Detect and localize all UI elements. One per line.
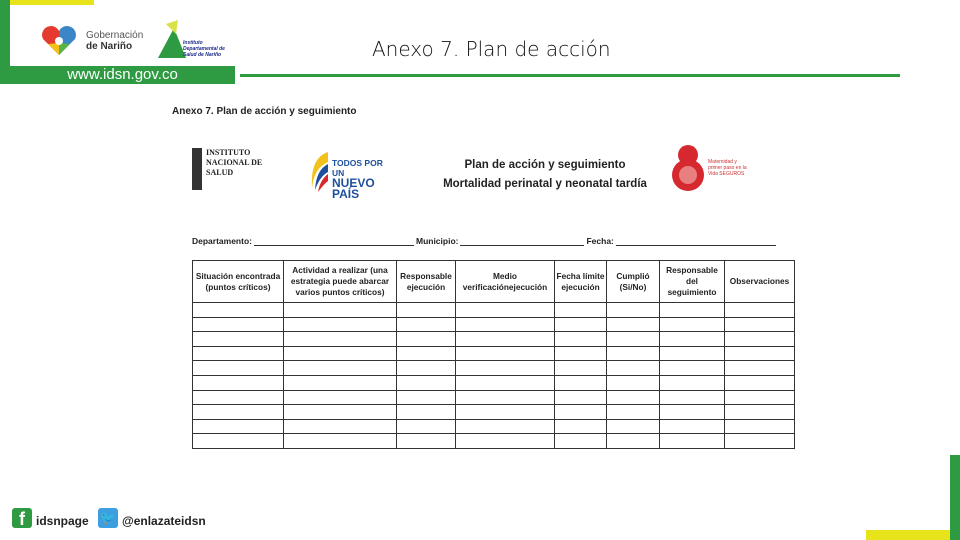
- table-cell[interactable]: [397, 405, 456, 420]
- table-cell[interactable]: [456, 390, 555, 405]
- table-cell[interactable]: [725, 405, 795, 420]
- ins-logo: [192, 148, 262, 190]
- table-cell[interactable]: [725, 434, 795, 449]
- municipio-input[interactable]: [460, 235, 584, 246]
- column-header: Actividad a realizar (una estrategia puede abarcar varios puntos críticos): [284, 261, 397, 303]
- table-row: [193, 303, 795, 318]
- maternidad-text: Maternidad y primer paso en la Vida SEGUROS: [708, 159, 747, 177]
- table-cell[interactable]: [555, 332, 607, 347]
- table-cell[interactable]: [725, 390, 795, 405]
- ins-line: INSTITUTO: [206, 148, 251, 157]
- table-cell[interactable]: [660, 317, 725, 332]
- table-row: [193, 332, 795, 347]
- table-cell[interactable]: [607, 434, 660, 449]
- departamento-label: Departamento:: [192, 236, 252, 246]
- table-cell[interactable]: [456, 346, 555, 361]
- table-cell[interactable]: [284, 405, 397, 420]
- table-cell[interactable]: [555, 434, 607, 449]
- table-cell[interactable]: [456, 419, 555, 434]
- table-cell[interactable]: [607, 419, 660, 434]
- table-cell[interactable]: [193, 375, 284, 390]
- column-header: Responsable ejecución: [397, 261, 456, 303]
- table-cell[interactable]: [555, 303, 607, 318]
- table-cell[interactable]: [397, 317, 456, 332]
- table-cell[interactable]: [456, 303, 555, 318]
- table-cell[interactable]: [607, 303, 660, 318]
- ins-line: NACIONAL DE: [206, 158, 263, 167]
- table-cell[interactable]: [555, 317, 607, 332]
- table-row: [193, 405, 795, 420]
- table-cell[interactable]: [284, 419, 397, 434]
- todos-line2: NUEVO PAÍS: [332, 176, 375, 201]
- form-fields: [192, 235, 794, 246]
- municipio-label: Municipio:: [415, 236, 459, 246]
- gob-line1: Gobernación: [86, 30, 144, 41]
- table-cell[interactable]: [193, 346, 284, 361]
- yellow-accent-bar: [866, 530, 950, 540]
- plan-subtitle: Mortalidad perinatal y neonatal tardía: [443, 178, 647, 190]
- table-cell[interactable]: [397, 375, 456, 390]
- todos-line1: TODOS POR UN: [332, 158, 383, 178]
- table-cell[interactable]: [607, 332, 660, 347]
- table-cell[interactable]: [284, 434, 397, 449]
- table-cell[interactable]: [193, 390, 284, 405]
- table-cell[interactable]: [555, 346, 607, 361]
- table-cell[interactable]: [660, 434, 725, 449]
- table-row: [193, 361, 795, 376]
- table-cell[interactable]: [193, 405, 284, 420]
- table-cell[interactable]: [660, 361, 725, 376]
- fecha-label: Fecha:: [586, 236, 614, 246]
- table-cell[interactable]: [397, 303, 456, 318]
- table-row: [193, 434, 795, 449]
- table-cell[interactable]: [284, 375, 397, 390]
- table-cell[interactable]: [555, 375, 607, 390]
- column-header: Responsable del seguimiento: [660, 261, 725, 303]
- table-cell[interactable]: [725, 419, 795, 434]
- gobernacion-heart-logo: [40, 25, 78, 57]
- table-cell[interactable]: [660, 390, 725, 405]
- title-underline: [240, 74, 900, 77]
- table-cell[interactable]: [456, 405, 555, 420]
- table-cell[interactable]: [193, 303, 284, 318]
- table-cell[interactable]: [456, 317, 555, 332]
- table-cell[interactable]: [725, 346, 795, 361]
- table-cell[interactable]: [660, 303, 725, 318]
- table-cell[interactable]: [725, 361, 795, 376]
- yellow-accent-bar: [10, 0, 94, 5]
- plan-title-block: [420, 156, 670, 194]
- table-cell[interactable]: [456, 332, 555, 347]
- table-cell[interactable]: [660, 405, 725, 420]
- table-cell[interactable]: [397, 390, 456, 405]
- gob-line2: de Nariño: [86, 41, 133, 52]
- table-cell[interactable]: [555, 361, 607, 376]
- action-plan-table: [192, 260, 795, 449]
- table-cell[interactable]: [555, 419, 607, 434]
- table-cell[interactable]: [725, 303, 795, 318]
- table-cell[interactable]: [193, 361, 284, 376]
- table-cell[interactable]: [725, 375, 795, 390]
- table-cell[interactable]: [555, 390, 607, 405]
- plan-title: Plan de acción y seguimiento: [464, 159, 626, 171]
- table-cell[interactable]: [284, 361, 397, 376]
- table-cell[interactable]: [193, 419, 284, 434]
- table-cell[interactable]: [397, 332, 456, 347]
- table-cell[interactable]: [456, 361, 555, 376]
- table-cell[interactable]: [397, 361, 456, 376]
- twitter-handle[interactable]: @enlazateidsn: [122, 514, 206, 528]
- table-cell[interactable]: [660, 375, 725, 390]
- twitter-icon[interactable]: 🐦: [98, 508, 118, 528]
- table-cell[interactable]: [555, 405, 607, 420]
- facebook-icon[interactable]: f: [12, 508, 32, 528]
- todos-por-un-nuevo-pais-logo: [306, 148, 396, 201]
- slide-title: Anexo 7. Plan de acción: [372, 37, 611, 61]
- table-cell[interactable]: [284, 303, 397, 318]
- table-cell[interactable]: [284, 346, 397, 361]
- table-cell[interactable]: [284, 390, 397, 405]
- gobernacion-logo-text: [86, 30, 143, 52]
- table-cell[interactable]: [607, 405, 660, 420]
- table-cell[interactable]: [397, 346, 456, 361]
- table-cell[interactable]: [660, 419, 725, 434]
- table-cell[interactable]: [397, 419, 456, 434]
- column-header: Fecha límite ejecución: [555, 261, 607, 303]
- table-cell[interactable]: [193, 332, 284, 347]
- facebook-handle[interactable]: idsnpage: [36, 514, 89, 528]
- departamento-input[interactable]: [254, 235, 414, 246]
- table-cell[interactable]: [607, 317, 660, 332]
- column-header: Cumplió (Si/No): [607, 261, 660, 303]
- column-header: Observaciones: [725, 261, 795, 303]
- table-row: [193, 375, 795, 390]
- website-link[interactable]: www.idsn.gov.co: [0, 66, 235, 84]
- table-cell[interactable]: [607, 375, 660, 390]
- table-cell[interactable]: [607, 390, 660, 405]
- table-cell[interactable]: [725, 332, 795, 347]
- table-cell[interactable]: [456, 375, 555, 390]
- column-header: Medio verificaciónejecución: [456, 261, 555, 303]
- idsn-logo-text: Instituto Departamental de Salud de Nariño: [183, 40, 225, 58]
- table-row: [193, 390, 795, 405]
- fecha-input[interactable]: [616, 235, 776, 246]
- green-accent-bar: [950, 455, 960, 540]
- table-cell[interactable]: [397, 434, 456, 449]
- table-cell[interactable]: [725, 317, 795, 332]
- table-cell[interactable]: [193, 317, 284, 332]
- document-heading: Anexo 7. Plan de acción y seguimiento: [172, 106, 357, 117]
- table-cell[interactable]: [607, 346, 660, 361]
- table-row: [193, 317, 795, 332]
- table-cell[interactable]: [193, 434, 284, 449]
- table-cell[interactable]: [284, 317, 397, 332]
- table-cell[interactable]: [456, 434, 555, 449]
- table-cell[interactable]: [660, 332, 725, 347]
- colombia-flag-icon: [306, 148, 330, 193]
- table-cell[interactable]: [284, 332, 397, 347]
- table-row: [193, 419, 795, 434]
- column-header: Situación encontrada (puntos críticos): [193, 261, 284, 303]
- table-cell[interactable]: [607, 361, 660, 376]
- maternidad-logo: [670, 143, 760, 193]
- table-cell[interactable]: [660, 346, 725, 361]
- green-accent-bar: [0, 0, 10, 70]
- table-row: [193, 346, 795, 361]
- ins-line: SALUD: [206, 168, 234, 177]
